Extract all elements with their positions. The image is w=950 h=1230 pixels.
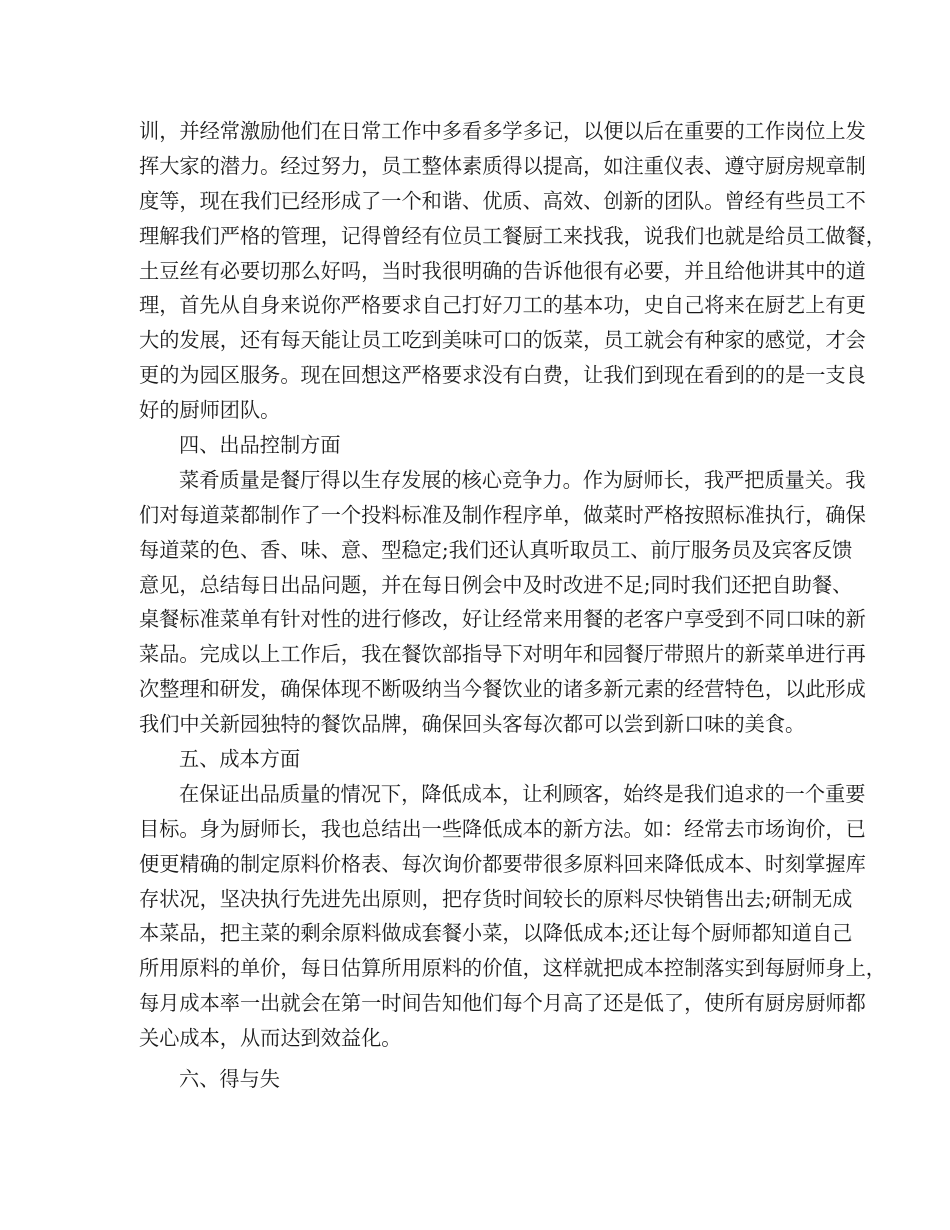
text-line: 训，并经常激励他们在日常工作中多看多学多记，以便以后在重要的工作岗位上发 [139,119,866,143]
text-line: 每道菜的色、香、味、意、型稳定;我们还认真听取员工、前厅服务员及宾客反馈 [139,537,853,562]
text-line: 每月成本率一出就会在第一时间告知他们每个月高了还是低了，使所有厨房厨师都 [139,991,866,1016]
text-line: 菜肴质量是餐厅得以生存发展的核心竞争力。作为厨师长，我严把质量关。我 [179,467,866,492]
text-line: 次整理和研发，确保体现不断吸纳当今餐饮业的诸多新元素的经营特色，以此形成 [139,677,866,702]
text-line: 更的为园区服务。现在回想这严格要求没有白费，让我们到现在看到的的是一支良 [139,363,866,388]
paragraph-section-four [139,463,866,742]
text-line: 存状况，坚决执行先进先出原则，把存货时间较长的原料尽快销售出去;研制无成 [139,886,853,911]
text-line: 目标。身为厨师长，我也总结出一些降低成本的新方法。如：经常去市场询价，已 [139,816,866,841]
text-line: 菜品。完成以上工作后，我在餐饮部指导下对明年和园餐厅带照片的新菜单进行再 [139,642,866,667]
text-line: 我们中关新园独特的餐饮品牌，确保回头客每次都可以尝到新口味的美食。 [139,712,806,737]
text-line: 挥大家的潜力。经过努力，员工整体素质得以提高，如注重仪表、遵守厨房规章制 [139,153,866,178]
text-line: 所用原料的单价，每日估算所用原料的价值，这样就把成本控制落实到每厨师身上， [139,956,886,981]
section-heading-four: 四、出品控制方面 [179,433,341,458]
text-line: 大的发展，还有每天能让员工吃到美味可口的饭菜，员工就会有种家的感觉，才会 [139,328,866,353]
text-line: 好的厨师团队。 [139,398,281,423]
text-line: 理，首先从自身来说你严格要求自己打好刀工的基本功，史自己将来在厨艺上有更 [139,293,866,318]
paragraph-training [139,114,886,428]
text-line: 土豆丝有必要切那么好吗，当时我很明确的告诉他很有必要，并且给他讲其中的道 [139,258,866,283]
paragraph-section-five [139,777,886,1056]
text-line: 关心成本，从而达到效益化。 [139,1026,402,1051]
text-line: 在保证出品质量的情况下，降低成本，让利顾客，始终是我们追求的一个重要 [179,781,866,806]
text-line: 便更精确的制定原料价格表、每次询价都要带很多原料回来降低成本、时刻掌握库 [139,851,866,876]
text-line: 意见，总结每日出品问题，并在每日例会中及时改进不足;同时我们还把自助餐、 [139,572,853,597]
text-line: 度等，现在我们已经形成了一个和谐、优质、高效、创新的团队。曾经有些员工不 [139,188,866,213]
text-line: 桌餐标准菜单有针对性的进行修改，好让经常来用餐的老客户享受到不同口味的新 [139,607,866,632]
text-line: 理解我们严格的管理，记得曾经有位员工餐厨工来找我，说我们也就是给员工做餐， [139,223,886,248]
section-heading-five: 五、成本方面 [179,747,301,772]
text-line: 们对每道菜都制作了一个投料标准及制作程序单，做菜时严格按照标准执行，确保 [139,502,866,527]
text-line: 本菜品，把主菜的剩余原料做成套餐小菜，以降低成本;还让每个厨师都知道自己 [139,921,853,946]
document-body [139,114,886,1097]
section-heading-six: 六、得与失 [179,1067,280,1092]
